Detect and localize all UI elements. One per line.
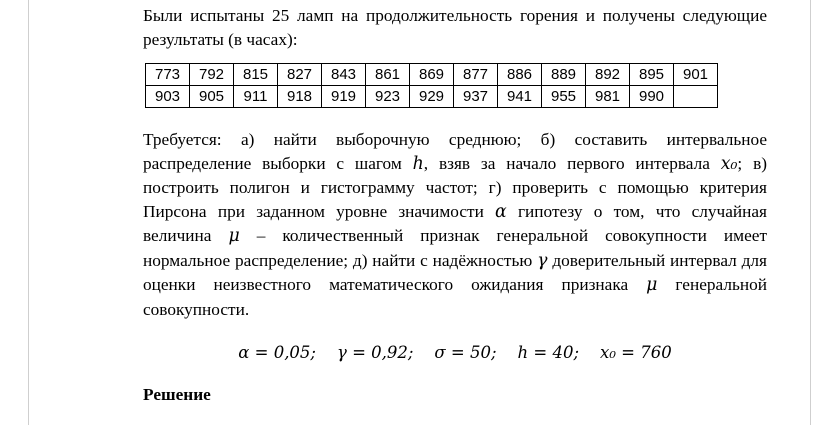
table-cell: 877: [454, 64, 498, 86]
table-cell: 905: [190, 86, 234, 108]
table-cell: 990: [630, 86, 674, 108]
task-text: – количественный признак генеральной совокупности имеет нормальное распределение; д) найти с надёжностью: [143, 226, 767, 270]
math-h: h: [412, 153, 424, 174]
table-cell: 792: [190, 64, 234, 86]
table-cell: 923: [366, 86, 410, 108]
table-cell: 861: [366, 64, 410, 86]
task-paragraph: [143, 128, 767, 321]
parameters-line: α = 0,05; γ = 0,92; σ = 50; h = 40; x₀ = 760: [238, 343, 672, 362]
task-text: Требуется: а) найти выборочную среднюю; б) составить интервальное распределение выборки с шагом: [143, 130, 767, 173]
table-cell: 815: [234, 64, 278, 86]
table-cell: 937: [454, 86, 498, 108]
math-x0: x₀: [720, 153, 738, 174]
math-mu: μ: [646, 275, 658, 295]
table-cell: 901: [674, 64, 718, 86]
data-table: [145, 63, 718, 108]
task-text: ; в) построить полигон и гистограмму частот; г) проверить с помощью критерия Пирсона при заданном уровне значимости: [143, 153, 767, 221]
table-cell: 827: [278, 64, 322, 86]
table-cell: 918: [278, 86, 322, 108]
task-text: генеральной совокупности.: [143, 275, 767, 319]
table-row: [146, 86, 718, 108]
page-frame-left: [28, 0, 29, 425]
table-cell: 903: [146, 86, 190, 108]
page-frame-right: [810, 0, 811, 425]
math-gamma: γ: [537, 250, 548, 271]
table-cell: 981: [586, 86, 630, 108]
table-cell: 955: [542, 86, 586, 108]
math-alpha: α: [495, 201, 507, 222]
task-text: доверительный интервал для оценки неизвестного математического ожидания признака: [143, 250, 768, 294]
table-cell: 929: [410, 86, 454, 108]
document-content: [143, 4, 767, 405]
table-cell: 869: [410, 64, 454, 86]
table-cell: 911: [234, 86, 278, 108]
table-cell: 895: [630, 64, 674, 86]
table-cell: 843: [322, 64, 366, 86]
solution-heading: Решение: [143, 385, 211, 404]
task-text: , взяв за начало первого интервала: [423, 153, 721, 173]
table-cell: 941: [498, 86, 542, 108]
table-row: [146, 64, 718, 86]
table-cell: 889: [542, 64, 586, 86]
table-cell: 886: [498, 64, 542, 86]
intro-paragraph: Были испытаны 25 ламп на продолжительность горения и получены следующие результаты (в часах):: [143, 6, 767, 49]
math-mu: μ: [228, 226, 240, 246]
table-cell: 773: [146, 64, 190, 86]
table-cell: 919: [322, 86, 366, 108]
task-text: гипотезу о том, что случайная величина: [143, 201, 767, 245]
table-cell: 892: [586, 64, 630, 86]
table-cell: [674, 86, 718, 108]
